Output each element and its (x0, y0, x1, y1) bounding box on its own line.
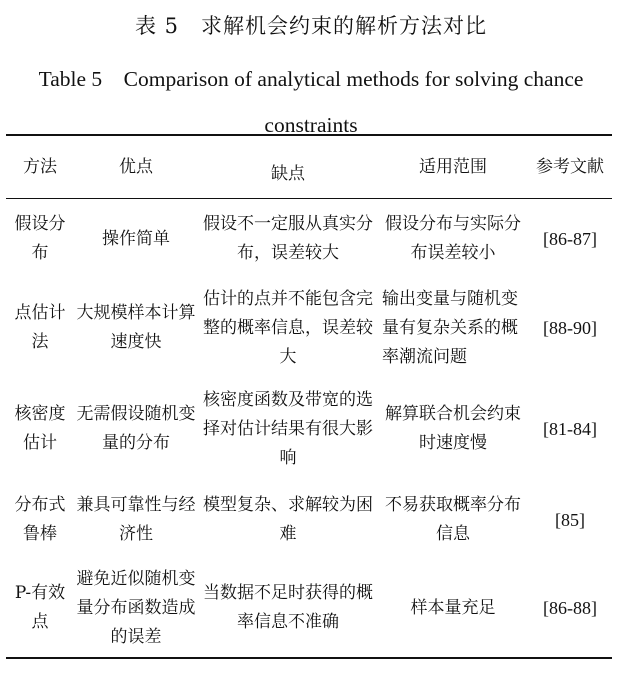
cell-pros: 兼具可靠性与经济性 (76, 495, 196, 544)
cell-method: 分布式鲁棒 (14, 495, 66, 544)
header-method: 方法 (23, 156, 57, 177)
header-scope: 适用范围 (419, 156, 487, 177)
cell-refs: [86-88] (543, 597, 597, 618)
cell-cons: 假设不一定服从真实分布，误差较大 (203, 214, 373, 263)
cell-pros: 避免近似随机变量分布函数造成的误差 (76, 568, 196, 647)
table-caption-cn: 表 5 求解机会约束的解析方法对比 (134, 14, 488, 38)
header-refs: 参考文献 (536, 156, 604, 177)
cell-cons: 当数据不足时获得的概率信息不准确 (203, 583, 373, 632)
cell-cons: 核密度函数及带宽的选择对估计结果有很大影响 (203, 389, 373, 468)
table-row (6, 279, 612, 377)
cell-scope: 解算联合机会约束时速度慢 (385, 404, 521, 453)
cell-method: P-有效点 (14, 583, 66, 632)
cell-pros: 无需假设随机变量的分布 (76, 404, 196, 453)
cell-method: 核密度估计 (14, 404, 66, 453)
header-cons: 缺点 (271, 163, 305, 184)
cell-refs: [85] (555, 509, 585, 530)
table-row (6, 199, 612, 280)
cell-scope: 假设分布与实际分布误差较小 (385, 214, 521, 263)
table-header-row (6, 135, 612, 199)
cell-method: 假设分布 (14, 214, 66, 263)
cell-cons: 模型复杂、求解较为困难 (203, 495, 373, 544)
comparison-table (6, 134, 612, 659)
cell-cons: 估计的点并不能包含完整的概率信息，误差较大 (203, 288, 373, 367)
cell-refs: [88-90] (543, 317, 597, 338)
table-row (6, 377, 612, 481)
cell-refs: [81-84] (543, 418, 597, 439)
cell-pros: 操作简单 (102, 228, 170, 249)
cell-refs: [86-87] (543, 228, 597, 249)
cell-scope: 样本量充足 (410, 597, 496, 618)
cell-method: 点估计法 (14, 303, 66, 352)
cell-scope: 不易获取概率分布信息 (385, 495, 521, 544)
header-pros: 优点 (119, 156, 153, 177)
cell-scope: 输出变量与随机变量有复杂关系的概率潮流问题 (382, 288, 518, 367)
table-caption-en: Table 5 Comparison of analytical methods for solving chance constraints (38, 67, 584, 137)
table-row (6, 559, 612, 658)
table-row (6, 481, 612, 559)
cell-pros: 大规模样本计算速度快 (76, 303, 196, 352)
